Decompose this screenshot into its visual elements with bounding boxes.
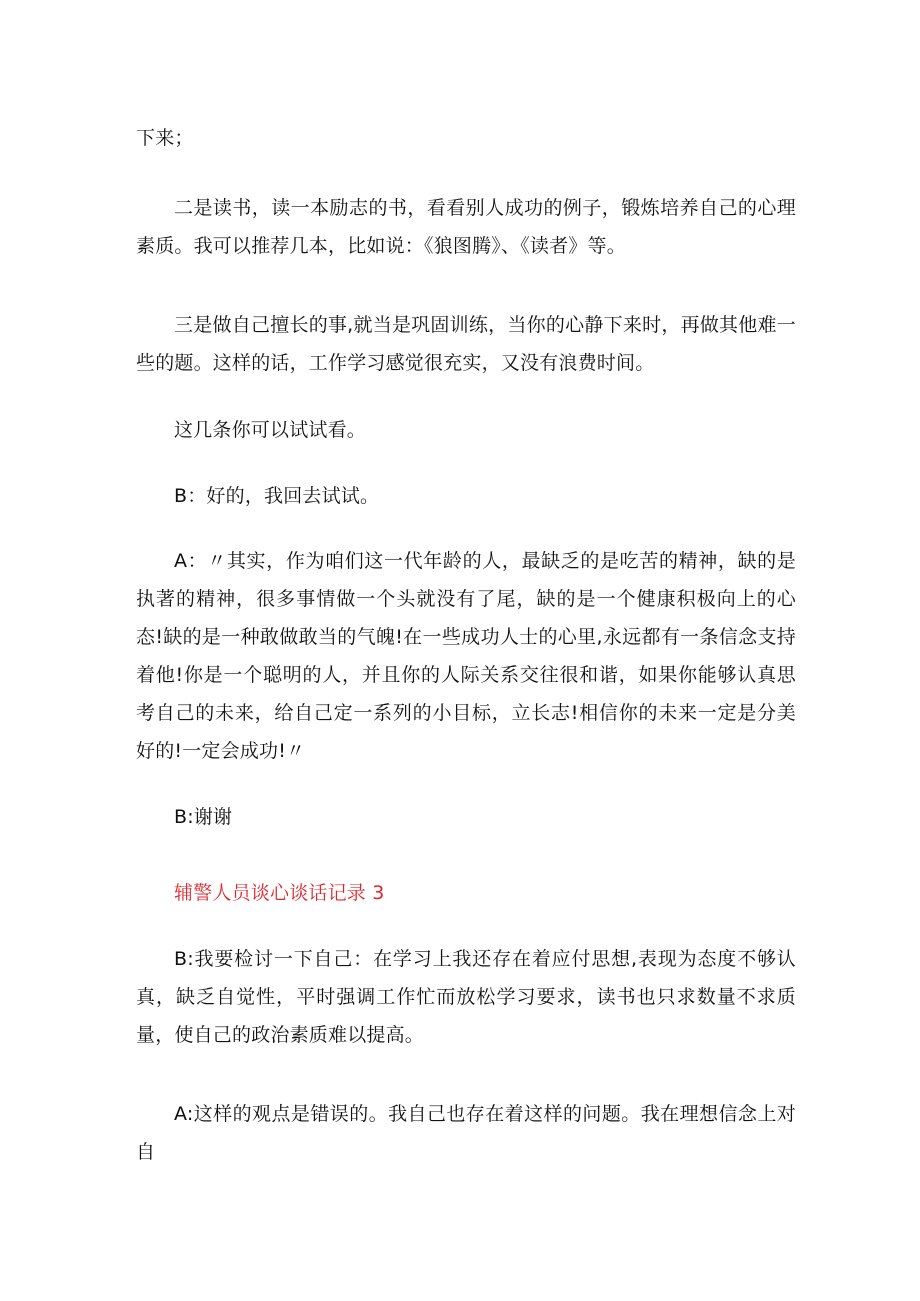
paragraph-b-thanks: B:谢谢	[174, 806, 233, 828]
paragraph-practice-advice: 三是做自己擅长的事,就当是巩固训练，当你的心静下来时，再做其他难一些的题。这样的话，工作学习感觉很充实，又没有浪费时间。	[136, 314, 796, 374]
paragraph-continuation: 下来；	[136, 127, 194, 149]
paragraph-b-reply: B：好的，我回去试试。	[174, 485, 380, 507]
paragraph-a-encouragement: A：〃其实，作为咱们这一代年龄的人，最缺乏的是吃苦的精神，缺的是执著的精神，很多事情做一个头就没有了尾，缺的是一个健康积极向上的心态!缺的是一种敢做敢当的气魄!在一些成功人士的心里,永远都有一条信念支持着他!你是一个聪明的人，并且你的人际关系交往很和谐，如果你能够认真思考自己的未来，给自己定一系列的小目标，立长志!相信你的未来一定是分美好的!一定会成功!〃	[136, 550, 796, 762]
paragraph-a-response: A:这样的观点是错误的。我自己也存在着这样的问题。我在理想信念上对自	[136, 1103, 796, 1163]
paragraph-try-these: 这几条你可以试试看。	[174, 419, 367, 441]
section-heading: 辅警人员谈心谈话记录 3	[174, 882, 385, 904]
paragraph-reading-advice: 二是读书，读一本励志的书，看看别人成功的例子，锻炼培养自己的心理素质。我可以推荐几本，比如说：《狼图腾》、《读者》等。	[136, 197, 796, 257]
paragraph-b-self-review: B:我要检讨一下自己：在学习上我还存在着应付思想,表现为态度不够认真，缺乏自觉性，平时强调工作忙而放松学习要求，读书也只求数量不求质量，使自己的政治素质难以提高。	[136, 948, 796, 1046]
